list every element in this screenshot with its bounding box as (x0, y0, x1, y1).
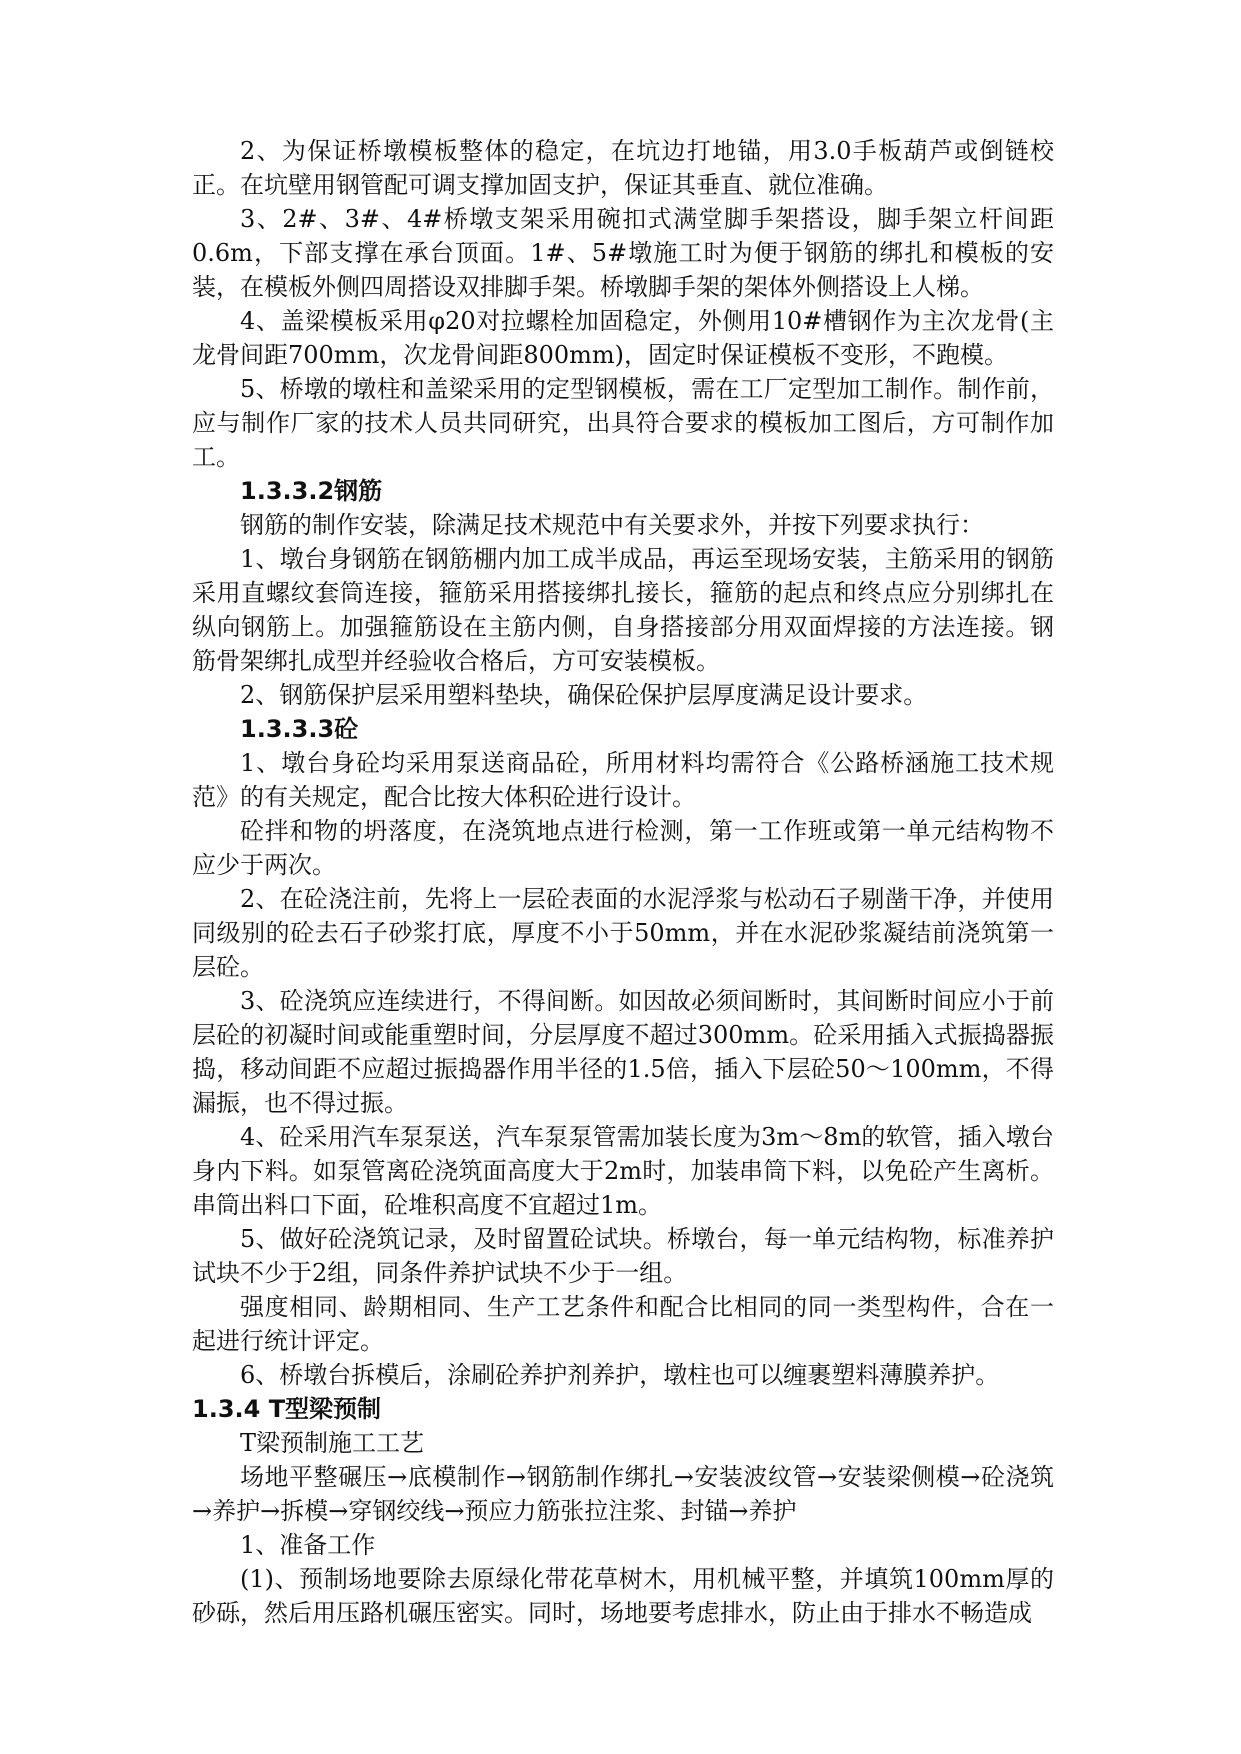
section-heading: 1.3.3.3砼 (240, 715, 359, 743)
paragraph: 1、墩台身砼均采用泵送商品砼，所用材料均需符合《公路桥涵施工技术规范》的有关规定，配合比按大体积砼进行设计。 (192, 749, 1054, 811)
section-heading: 1.3.3.2钢筋 (240, 477, 383, 505)
paragraph: 强度相同、龄期相同、生产工艺条件和配合比相同的同一类型构件，合在一起进行统计评定。 (192, 1293, 1054, 1355)
paragraph: 3、2#、3#、4#桥墩支架采用碗扣式满堂脚手架搭设，脚手架立杆间距0.6m，下部支撑在承台顶面。1#、5#墩施工时为便于钢筋的绑扎和模板的安装，在模板外侧四周搭设双排脚手架。桥墩脚手架的架体外侧搭设上人梯。 (192, 205, 1054, 301)
paragraph: 2、钢筋保护层采用塑料垫块，确保砼保护层厚度满足设计要求。 (240, 681, 928, 709)
paragraph: 3、砼浇筑应连续进行，不得间断。如因故必须间断时，其间断时间应小于前层砼的初凝时间或能重塑时间，分层厚度不超过300mm。砼采用插入式振捣器振捣，移动间距不应超过振捣器作用半径的1.5倍，插入下层砼50～100mm，不得漏振，也不得过振。 (192, 987, 1054, 1117)
paragraph: T梁预制施工工艺 (240, 1429, 425, 1457)
paragraph: 钢筋的制作安装，除满足技术规范中有关要求外，并按下列要求执行： (240, 511, 984, 539)
paragraph: 场地平整碾压→底模制作→钢筋制作绑扎→安装波纹管→安装梁侧模→砼浇筑→养护→拆模→穿钢绞线→预应力筋张拉注浆、封锚→养护 (192, 1463, 1054, 1525)
section-heading: 1.3.4 T型梁预制 (192, 1395, 382, 1423)
paragraph: 4、盖梁模板采用φ20对拉螺栓加固稳定，外侧用10#槽钢作为主次龙骨(主龙骨间距700mm，次龙骨间距800mm)，固定时保证模板不变形，不跑模。 (192, 307, 1054, 369)
paragraph: 5、做好砼浇筑记录，及时留置砼试块。桥墩台，每一单元结构物，标准养护试块不少于2组，同条件养护试块不少于一组。 (192, 1225, 1054, 1287)
paragraph: 砼拌和物的坍落度，在浇筑地点进行检测，第一工作班或第一单元结构物不应少于两次。 (192, 817, 1054, 879)
paragraph: 2、为保证桥墩模板整体的稳定，在坑边打地锚，用3.0手板葫芦或倒链校正。在坑壁用钢管配可调支撑加固支护，保证其垂直、就位准确。 (192, 137, 1054, 199)
document-page (192, 134, 1054, 1630)
paragraph: 6、桥墩台拆模后，涂刷砼养护剂养护，墩柱也可以缠裹塑料薄膜养护。 (240, 1361, 1000, 1389)
paragraph: 1、准备工作 (240, 1531, 376, 1559)
paragraph: 2、在砼浇注前，先将上一层砼表面的水泥浮浆与松动石子剔凿干净，并使用同级别的砼去石子砂浆打底，厚度不小于50mm，并在水泥砂浆凝结前浇筑第一层砼。 (192, 885, 1054, 981)
paragraph: 4、砼采用汽车泵泵送，汽车泵泵管需加装长度为3m～8m的软管，插入墩台身内下料。如泵管离砼浇筑面高度大于2m时，加装串筒下料，以免砼产生离析。串筒出料口下面，砼堆积高度不宜超过1m。 (192, 1123, 1054, 1219)
paragraph: 5、桥墩的墩柱和盖梁采用的定型钢模板，需在工厂定型加工制作。制作前，应与制作厂家的技术人员共同研究，出具符合要求的模板加工图后，方可制作加工。 (192, 375, 1054, 471)
paragraph: 1、墩台身钢筋在钢筋棚内加工成半成品，再运至现场安装，主筋采用的钢筋采用直螺纹套筒连接，箍筋采用搭接绑扎接长，箍筋的起点和终点应分别绑扎在纵向钢筋上。加强箍筋设在主筋内侧，自身搭接部分用双面焊接的方法连接。钢筋骨架绑扎成型并经验收合格后，方可安装模板。 (192, 545, 1054, 675)
paragraph: (1)、预制场地要除去原绿化带花草树木，用机械平整，并填筑100mm厚的砂砾，然后用压路机碾压密实。同时，场地要考虑排水，防止由于排水不畅造成 (192, 1565, 1054, 1627)
